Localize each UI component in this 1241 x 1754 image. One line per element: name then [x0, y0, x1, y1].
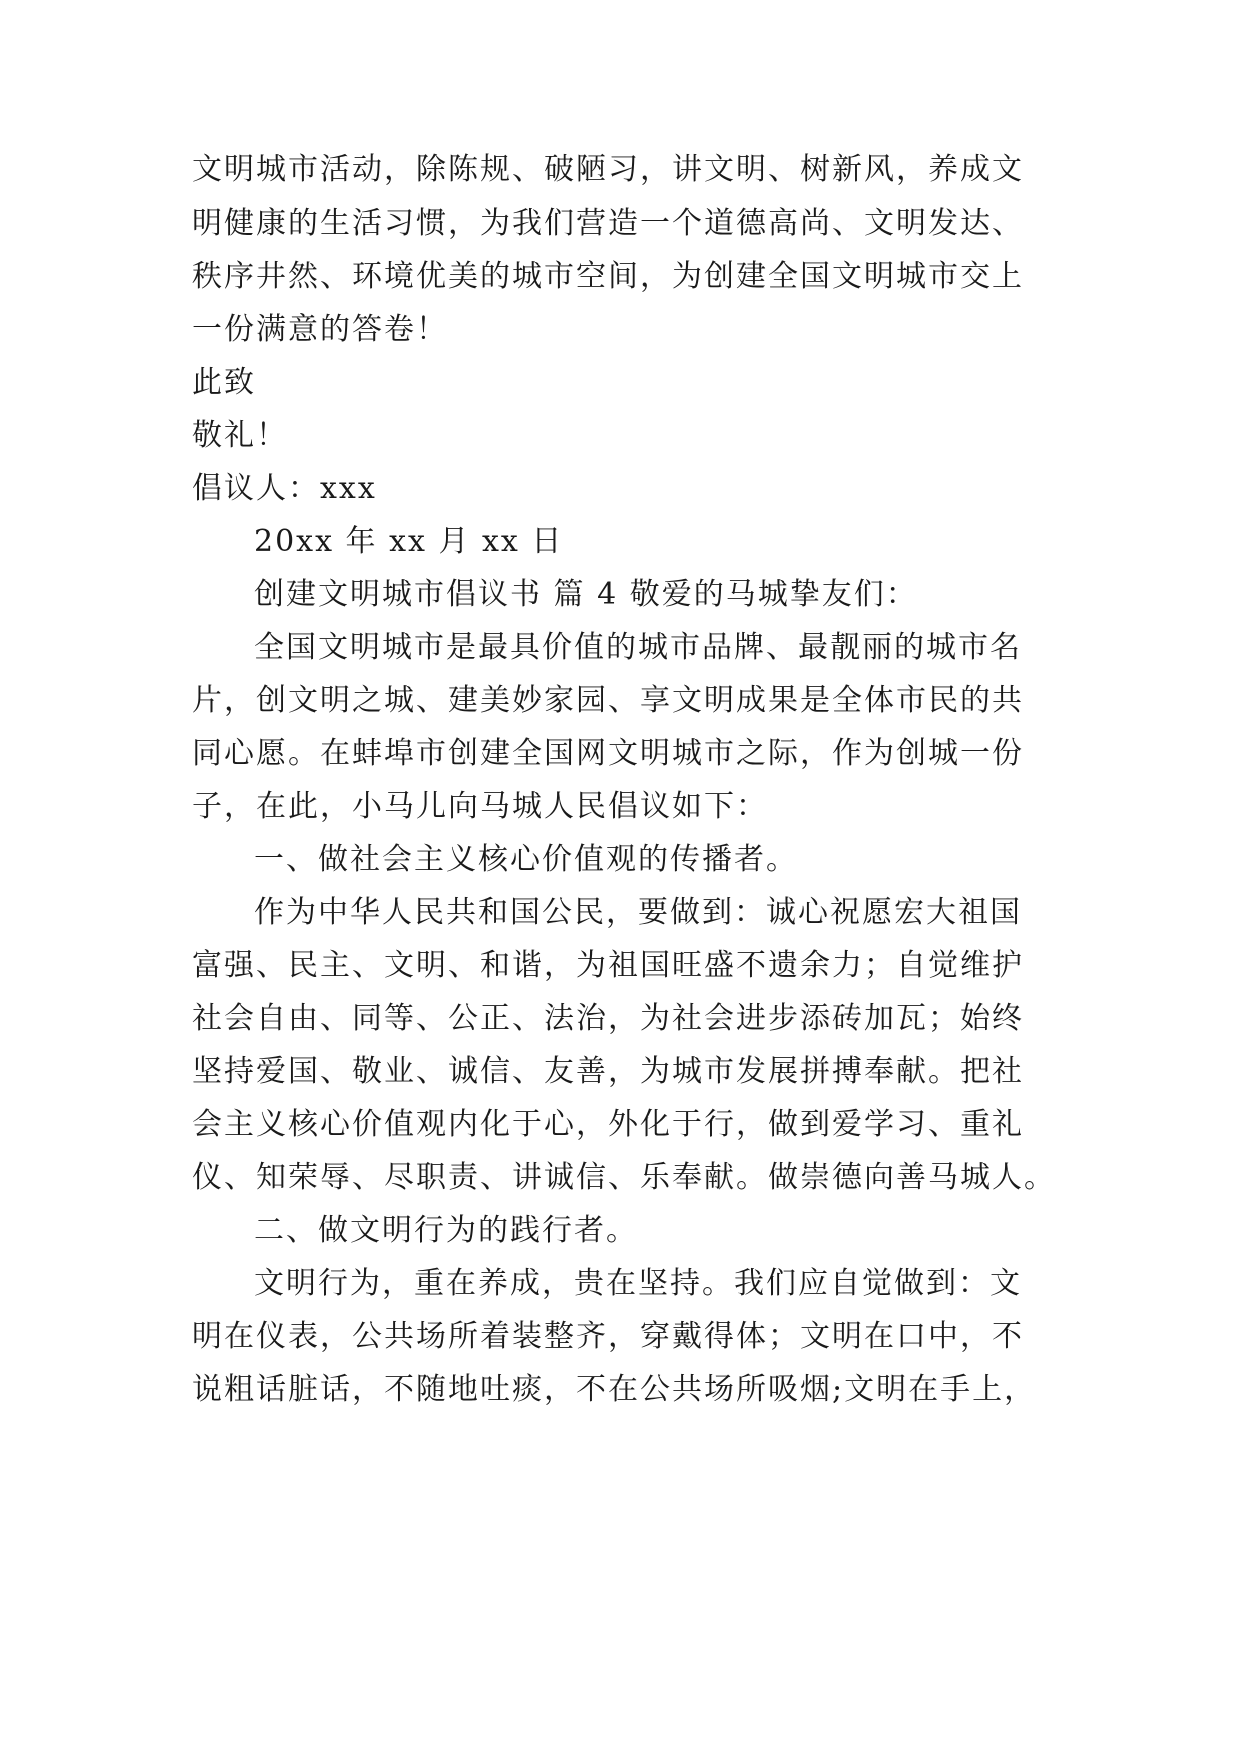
paragraph-line: 片，创文明之城、建美妙家园、享文明成果是全体市民的共: [192, 683, 1024, 718]
paragraph-line: 全国文明城市是最具价值的城市品牌、最靓丽的城市名: [254, 630, 1022, 665]
paragraph-line: 子，在此，小马儿向马城人民倡议如下：: [192, 789, 768, 824]
proposer-signature: 倡议人：xxx: [192, 471, 377, 506]
paragraph-line: 社会自由、同等、公正、法治，为社会进步添砖加瓦；始终: [192, 1001, 1024, 1036]
paragraph-line: 坚持爱国、敬业、诚信、友善，为城市发展拼搏奉献。把社: [192, 1054, 1024, 1089]
paragraph-line: 作为中华人民共和国公民，要做到：诚心祝愿宏大祖国: [254, 895, 1022, 930]
paragraph-line: 文明行为，重在养成，贵在坚持。我们应自觉做到：文: [254, 1266, 1022, 1301]
paragraph-line: 同心愿。在蚌埠市创建全国网文明城市之际，作为创城一份: [192, 736, 1024, 771]
paragraph-line: 会主义核心价值观内化于心，外化于行，做到爱学习、重礼: [192, 1107, 1024, 1142]
section-heading: 二、做文明行为的践行者。: [254, 1213, 638, 1248]
paragraph-line: 富强、民主、文明、和谐，为祖国旺盛不遗余力；自觉维护: [192, 948, 1024, 983]
paragraph-line: 说粗话脏话，不随地吐痰，不在公共场所吸烟;文明在手上，: [192, 1372, 1037, 1407]
section-title: 创建文明城市倡议书 篇 4 敬爱的马城挚友们：: [254, 577, 918, 612]
paragraph-line: 秩序井然、环境优美的城市空间，为创建全国文明城市交上: [192, 259, 1024, 294]
paragraph-line: 文明城市活动，除陈规、破陋习，讲文明、树新风，养成文: [192, 152, 1024, 187]
closing-salutation: 此致: [192, 365, 256, 400]
paragraph-line: 仪、知荣辱、尽职责、讲诚信、乐奉献。做崇德向善马城人。: [192, 1160, 1056, 1195]
closing-regards: 敬礼！: [192, 418, 288, 453]
paragraph-line: 一份满意的答卷！: [192, 312, 448, 347]
section-heading: 一、做社会主义核心价值观的传播者。: [254, 842, 798, 877]
document-date: 20xx 年 xx 月 xx 日: [254, 524, 564, 559]
paragraph-line: 明健康的生活习惯，为我们营造一个道德高尚、文明发达、: [192, 206, 1024, 241]
paragraph-line: 明在仪表，公共场所着装整齐，穿戴得体；文明在口中，不: [192, 1319, 1024, 1354]
